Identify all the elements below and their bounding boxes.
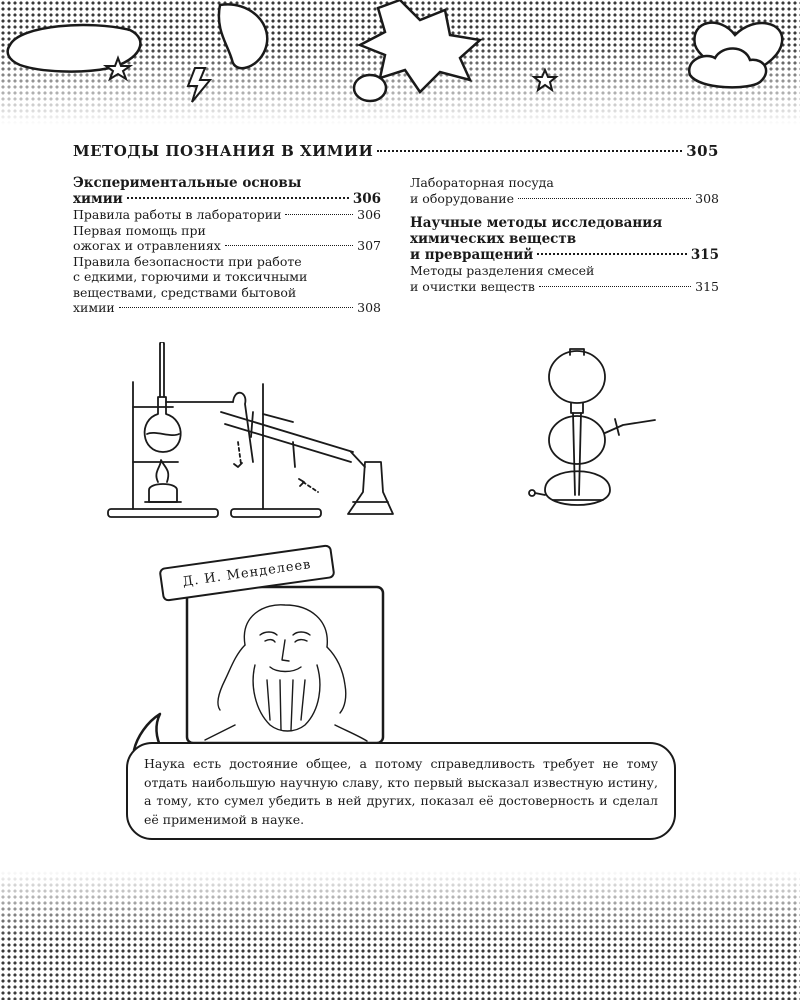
toc-entry[interactable]: [73, 223, 381, 254]
entry-title-line: Научные методы исследования: [410, 215, 663, 231]
leader-dots: [225, 245, 353, 246]
toc-entry[interactable]: [410, 263, 719, 294]
entry-title-line: и очистки веществ: [410, 278, 535, 294]
leader-dots: [539, 286, 691, 287]
entry-title-line: Лабораторная посуда: [410, 175, 554, 190]
entry-title-line: Правила работы в лаборатории: [73, 207, 282, 222]
toc-entry[interactable]: [73, 254, 381, 316]
entry-title-line: и оборудование: [410, 190, 515, 206]
leader-dots: [119, 307, 353, 308]
section-page-number: 305: [686, 142, 719, 160]
toc-entry[interactable]: [73, 175, 381, 207]
entry-title-line: веществами, средствами бытовой: [73, 284, 297, 300]
entry-page-number: 315: [690, 247, 719, 263]
toc-entry[interactable]: [410, 215, 719, 263]
quote-text: Наука есть достояние общее, а потому справедливость требует не тому отдать наибольшую научную славу, кто первый высказал известную истину, а тому, кто сумел убедить в ней других, показал её достоверность и сделал её применимой в науке.: [144, 756, 658, 827]
toc-section-heading[interactable]: [73, 142, 719, 160]
toc-left-column: [73, 175, 381, 316]
star-icon: [534, 70, 556, 90]
entry-page-number: 306: [357, 207, 381, 222]
entry-page-number: 307: [357, 238, 381, 253]
quote-bubble: [126, 742, 676, 840]
leader-dots: [127, 197, 349, 199]
entry-title-line: Правила безопасности при работе: [73, 253, 302, 269]
entry-title-line: химии: [73, 300, 115, 315]
kipp-apparatus-illustration: [515, 345, 665, 520]
distillation-apparatus-illustration: [103, 342, 403, 527]
portrait-frame: [185, 585, 385, 745]
entry-title-line: Первая помощь при: [73, 222, 206, 238]
toc-right-column: [410, 175, 719, 294]
halftone-bottom-band: [0, 870, 800, 1000]
toc-entry[interactable]: [73, 207, 381, 223]
leader-dots: [377, 150, 682, 152]
entry-page-number: 308: [357, 300, 381, 315]
leader-dots: [285, 214, 353, 215]
leader-dots: [537, 253, 687, 255]
entry-page-number: 315: [695, 278, 719, 294]
circle-shape: [354, 75, 386, 101]
entry-page-number: 306: [352, 191, 381, 207]
entry-title-line: химических веществ: [410, 231, 577, 247]
leader-dots: [518, 198, 691, 199]
comic-decorations: [0, 0, 800, 125]
entry-title-line: Экспериментальные основы: [73, 175, 302, 191]
entry-title-line: с едкими, горючими и токсичными: [73, 269, 308, 284]
toc-entry[interactable]: [410, 175, 719, 206]
drop-shape: [219, 4, 267, 68]
lightning-icon: [188, 68, 210, 102]
entry-title-line: химии: [73, 191, 123, 207]
entry-title-line: ожогах и отравлениях: [73, 238, 221, 253]
portrait-name-label: Д. И. Менделеев: [158, 544, 335, 602]
entry-title-line: и превращений: [410, 247, 534, 263]
section-title: МЕТОДЫ ПОЗНАНИЯ В ХИМИИ: [73, 142, 374, 160]
entry-page-number: 308: [695, 190, 719, 206]
mendeleev-portrait-drawing: [205, 605, 367, 741]
entry-title-line: Методы разделения смесей: [410, 263, 595, 278]
